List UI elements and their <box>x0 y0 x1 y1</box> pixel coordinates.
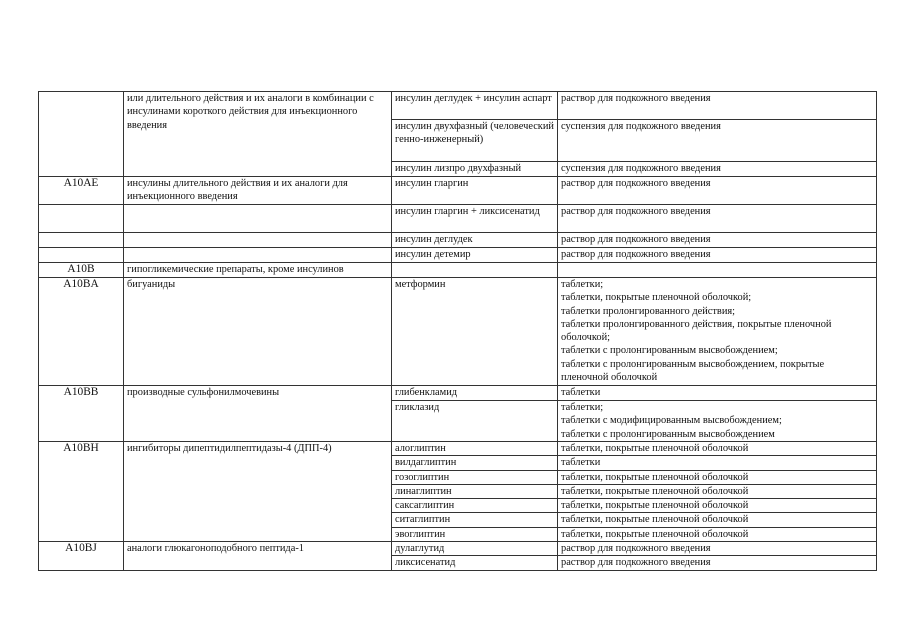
drug-cell <box>392 263 558 278</box>
drug-cell: инсулин гларгин + ликсисенатид <box>392 205 558 233</box>
drug-cell: инсулин двухфазный (человеческий генно-инженерный) <box>392 120 558 162</box>
form-cell: таблетки, покрытые пленочной оболочкой <box>558 470 877 484</box>
drug-cell: инсулин лизпро двухфазный <box>392 162 558 177</box>
group-cell <box>124 248 392 263</box>
atc-code-cell <box>39 248 124 263</box>
atc-code-cell: A10BB <box>39 386 124 442</box>
atc-code-cell: A10AE <box>39 177 124 205</box>
form-cell: раствор для подкожного введения <box>558 205 877 233</box>
table-row <box>39 177 877 205</box>
group-cell: производные сульфонилмочевины <box>124 386 392 442</box>
form-cell: раствор для подкожного введения <box>558 233 877 248</box>
form-cell: таблетки, покрытые пленочной оболочкой <box>558 513 877 527</box>
form-cell: раствор для подкожного введения <box>558 556 877 570</box>
group-cell: гипогликемические препараты, кроме инсулинов <box>124 263 392 278</box>
form-cell: таблетки <box>558 386 877 401</box>
form-cell: таблетки <box>558 456 877 470</box>
form-cell: раствор для подкожного введения <box>558 248 877 263</box>
form-cell: таблетки, покрытые пленочной оболочкой <box>558 499 877 513</box>
drug-cell: инсулин гларгин <box>392 177 558 205</box>
table-row <box>39 542 877 556</box>
atc-code-cell: A10BA <box>39 278 124 386</box>
atc-code-cell: A10B <box>39 263 124 278</box>
group-cell: ингибиторы дипептидилпептидазы-4 (ДПП-4) <box>124 442 392 542</box>
form-cell: таблетки; таблетки, покрытые пленочной оболочкой; таблетки пролонгированного действия; таблетки пролонгированного действия, покрытые пленочной оболочкой; таблетки с пролонгированным высвобождением; таблетки с пролонгированным высвобождением, покрытые пленочной оболочкой <box>558 278 877 386</box>
drug-cell: гозоглиптин <box>392 470 558 484</box>
drug-cell: дулаглутид <box>392 542 558 556</box>
form-cell: таблетки; таблетки с модифицированным высвобождением; таблетки с пролонгированным высвобождением <box>558 401 877 442</box>
form-cell: таблетки, покрытые пленочной оболочкой <box>558 527 877 541</box>
drug-cell: инсулин деглудек <box>392 233 558 248</box>
atc-code-cell <box>39 233 124 248</box>
form-cell: суспензия для подкожного введения <box>558 120 877 162</box>
drug-cell: ситаглиптин <box>392 513 558 527</box>
table-row <box>39 92 877 120</box>
table-row <box>39 278 877 386</box>
drug-cell: саксаглиптин <box>392 499 558 513</box>
atc-code-cell: A10BH <box>39 442 124 542</box>
table-row <box>39 386 877 401</box>
drug-cell: метформин <box>392 278 558 386</box>
form-cell: таблетки, покрытые пленочной оболочкой <box>558 442 877 456</box>
form-cell: раствор для подкожного введения <box>558 177 877 205</box>
group-cell: или длительного действия и их аналоги в комбинации с инсулинами короткого действия для инъекционного введения <box>124 92 392 177</box>
drug-cell: ликсисенатид <box>392 556 558 570</box>
drug-table <box>38 91 877 571</box>
drug-cell: вилдаглиптин <box>392 456 558 470</box>
form-cell: суспензия для подкожного введения <box>558 162 877 177</box>
form-cell: раствор для подкожного введения <box>558 542 877 556</box>
atc-code-cell <box>39 205 124 233</box>
drug-cell: инсулин деглудек + инсулин аспарт <box>392 92 558 120</box>
form-cell: раствор для подкожного введения <box>558 92 877 120</box>
form-cell <box>558 263 877 278</box>
atc-code-cell <box>39 92 124 177</box>
group-cell <box>124 233 392 248</box>
atc-code-cell: A10BJ <box>39 542 124 571</box>
table-row <box>39 442 877 456</box>
form-cell: таблетки, покрытые пленочной оболочкой <box>558 484 877 498</box>
drug-cell: гликлазид <box>392 401 558 442</box>
drug-cell: инсулин детемир <box>392 248 558 263</box>
drug-cell: эвоглиптин <box>392 527 558 541</box>
group-cell: инсулины длительного действия и их аналоги для инъекционного введения <box>124 177 392 205</box>
group-cell: бигуаниды <box>124 278 392 386</box>
table-row <box>39 233 877 248</box>
table-row <box>39 263 877 278</box>
drug-cell: алоглиптин <box>392 442 558 456</box>
table-row <box>39 205 877 233</box>
drug-cell: глибенкламид <box>392 386 558 401</box>
drug-cell: линаглиптин <box>392 484 558 498</box>
group-cell: аналоги глюкагоноподобного пептида-1 <box>124 542 392 571</box>
table-row <box>39 248 877 263</box>
group-cell <box>124 205 392 233</box>
